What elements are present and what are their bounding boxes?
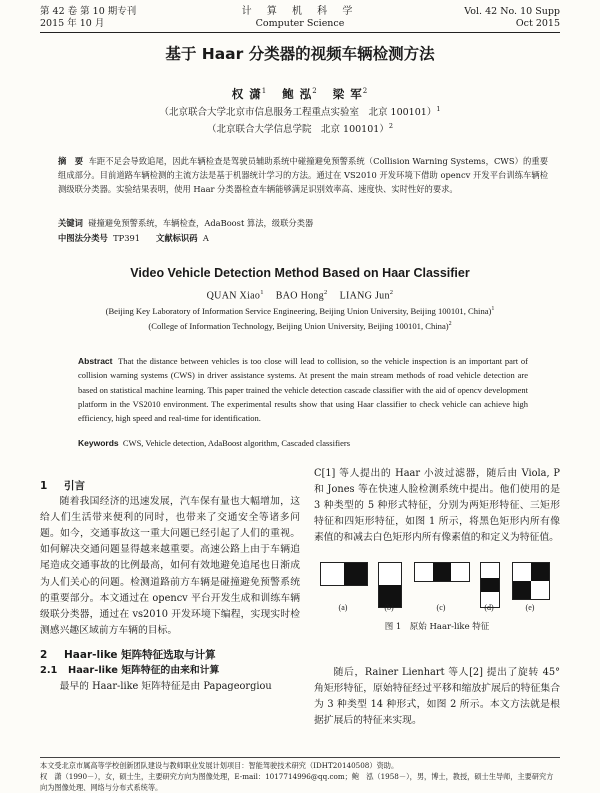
clc-label: 中图法分类号 [58,233,108,243]
affiliation-cn-1 [0,104,600,118]
subsection-number: 2.1 [40,665,58,677]
figure-label-a: (a) [338,603,348,612]
abstract-en [78,354,528,425]
section-title: 引言 [64,480,85,492]
paragraph-haar-continued: C[1] 等人提出的 Haar 小波过滤器，随后由 Viola, P 和 Jones 等在快速人脸检测系统中提出。他们使用的是 3 种类型的 5 种形式特征，分别为两矩形特征、三矩形特征和四矩形特征，如图 1 所示，将黑色矩形内所有像素值的和减去白色矩形内所有像素值的和定义为特征值。 [314,468,560,544]
author-list-cn [0,86,600,102]
doc-code-label: 文献标识码 [156,233,198,243]
date-cn: 2015 年 10 月 [40,18,105,29]
keywords-label-cn: 关键词 [58,218,83,228]
haar-feature-d [480,562,500,608]
affiliation-text: (Beijing Key Laboratory of Information Service Engineering, Beijing Union University, Beijing 100101, China) [105,306,492,316]
keywords-text-cn: 碰撞避免预警系统，车辆检查，AdaBoost 算法，级联分类器 [88,218,314,228]
author-sup: 2 [389,289,394,296]
abstract-label-en: Abstract [78,356,113,366]
abstract-cn [58,154,548,196]
figure-1-haar-features [320,558,550,618]
author-sup: 2 [312,87,318,96]
paragraph-intro: 随着我国经济的迅速发展，汽车保有量也大幅增加，这给人们生活带来便利的同时，也带来了交通安全等诸多问题。如今，交通事故这一重大问题已经引起了人们的重视。如何解决交通问题显得越来越重要。高速公路上由于车辆追尾造成交通事故的比例最高，如何有效地避免追尾也日渐成为人们关心的问题。检测道路前方车辆是碰撞避免预警系统的重要部分。本文通过在 opencv 平台开发生成和训练车辆级联分类器，通过在 vs2010 开发环境下编程，实现实时检测感兴趣区域前方车辆的目标。 [40,496,300,636]
section-heading-2 [40,647,300,663]
footnote-author-bio: 权 潇（1990－），女，硕士生，主要研究方向为图像处理，E-mail：1017714996@qq.com；鲍 泓（1958－），男，博士，教授，硕士生导师，主要研究方向为图像处理、网络与分布式系统等。 [40,772,554,792]
affiliation-text: （北京联合大学北京市信息服务工程重点实验室 北京 100101） [159,107,437,118]
abstract-text-cn: 车距不足会导致追尾，因此车辆检查是驾驶员辅助系统中碰撞避免预警系统（Collision Warning Systems，CWS）的重要组成部分。目前道路车辆检测的主流方法是基于机器统计学习的方法。通过在 VS2010 开发环境下借助 opencv 开发平台训练车辆检测级联分类器。实验结果表明，使用 Haar 分类器检查车辆能够满足识别效率高、速度快、实时性好的要求。 [58,156,549,194]
keywords-cn [58,216,548,230]
author-en: QUAN Xiao [206,290,261,302]
volume-issue-cn: 第 42 卷 第 10 期专刊 [40,6,137,17]
section-title: Haar-like 矩阵特征选取与计算 [64,648,216,661]
affiliation-text: (College of Information Technology, Beijing Union University, Beijing 100101, China) [148,321,449,331]
haar-feature-b [378,562,402,608]
keywords-label-en: Keywords [78,438,119,448]
paragraph-rotated-features: 随后，Rainer Lienhart 等人[2] 提出了旋转 45°角矩形特征，原始特征经过平移和缩放扩展后的特征集合为 3 种类型 14 种形式，如图 2 所示。本文方法就是根据扩展后的特征来实现。 [314,667,560,727]
figure-label-c: (c) [436,603,446,612]
section-number: 1 [40,480,48,492]
paper-title-en: Video Vehicle Detection Method Based on Haar Classifier [130,266,470,280]
haar-feature-e [512,562,550,600]
figure-label-e: (e) [525,603,535,612]
author-sup: 2 [362,87,369,96]
body-column-left [40,478,300,695]
journal-name-en: Computer Science [255,18,345,29]
volume-issue-en: Vol. 42 No. 10 Supp [464,6,560,17]
date-en: Oct 2015 [515,18,560,29]
footnote-funding: 本文受北京市属高等学校创新团队建设与教师职业发展计划项目：智能驾驶技术研究（IDHT20140508）资助。 [40,761,399,770]
haar-feature-a [320,562,368,586]
affiliation-sup: 1 [491,306,495,313]
affiliation-en-1 [0,306,600,316]
affiliation-sup: 2 [448,321,452,328]
author-sup: 1 [261,87,268,96]
abstract-label-cn: 摘 要 [58,156,84,166]
running-header-right [464,6,560,30]
header-rule [40,32,560,33]
author-list-en [0,289,600,301]
author-en: LIANG Jun [339,290,390,302]
subsection-title: Haar-like 矩阵特征的由来和计算 [68,665,220,677]
affiliation-sup: 2 [388,121,393,130]
subsection-heading-2-1 [40,663,300,679]
journal-name-cn: 计 算 机 科 学 [241,6,359,17]
clc-value: TP391 [113,233,141,243]
body-column-right [314,466,560,546]
section-heading-1 [40,478,300,494]
figure-label-d: (d) [484,603,494,612]
keywords-text-en: CWS, Vehicle detection, AdaBoost algorithm, Cascaded classifiers [122,438,351,448]
affiliation-cn-2 [0,121,600,135]
affiliation-sup: 1 [436,104,441,113]
paragraph-haar-start: 最早的 Haar-like 矩阵特征是由 Papageorgiou [59,681,272,693]
affiliation-text: （北京联合大学信息学院 北京 100101） [207,124,389,135]
author-cn: 权 潇 [231,87,262,101]
body-column-right-lower [314,665,560,729]
author-en: BAO Hong [275,290,324,302]
doc-code-value: A [202,233,209,243]
author-sup: 2 [324,289,328,296]
keywords-en [78,436,528,450]
author-sup: 1 [260,289,264,296]
figure-label-b: (b) [384,603,394,612]
haar-feature-c [414,562,470,582]
author-cn: 梁 军 [332,87,363,101]
affiliation-en-2 [0,321,600,331]
classification-line [58,231,548,245]
author-cn: 鲍 泓 [282,87,313,101]
figure-1-caption: 图 1 原始 Haar-like 特征 [384,622,490,632]
abstract-text-en: That the distance between vehicles is too close will lead to collision, so the vehicle inspection is an important part of collision warning systems (CWS) in driver assistance systems. At present the main stream methods of road vehicle detection are based on statistical machine learning. This paper trained the vehicle detection cascade classifier with the aid of opencv development platform in the VS2010 environment. The experimental results show that using Haar classifier to check vehicle can achieve high efficiency, high speed and real-time for identification. [78,356,528,424]
section-number: 2 [40,648,48,661]
footnote-rule [40,757,560,758]
paper-title-cn: 基于 Haar 分类器的视频车辆检测方法 [165,45,435,63]
